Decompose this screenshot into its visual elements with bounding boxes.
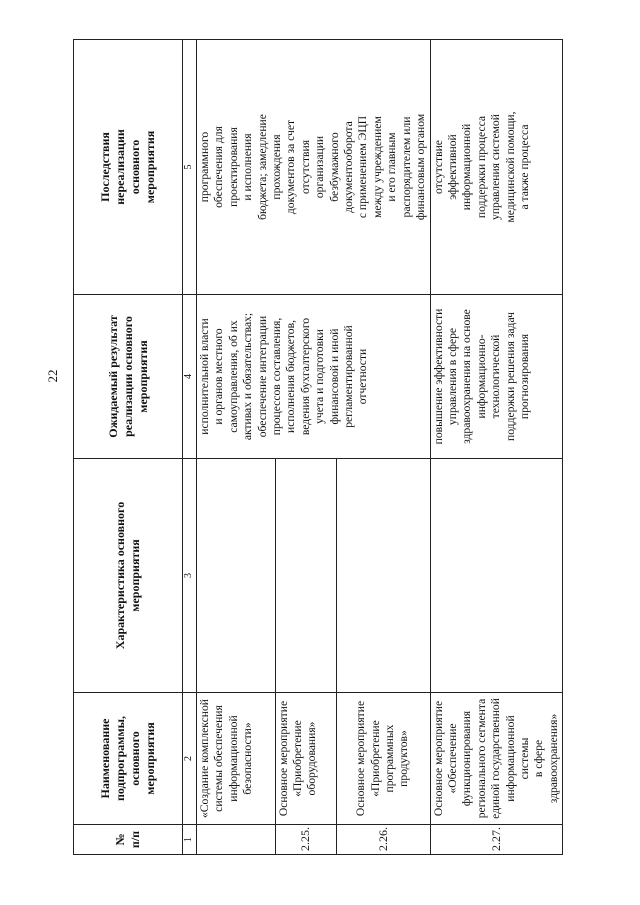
expected-result: повышение эффективности управления в сфере здравоохранения на основе информационно- технологической поддержки решения задач прогнозирования [430, 295, 563, 459]
measure-name: Основное мероприятие «Приобретение программных продуктов» [336, 693, 430, 825]
row-number: 2.25. [275, 825, 336, 855]
measure-name: «Создание комплексной системы обеспечения информационной безопасности» [197, 693, 276, 825]
page-number: 22 [45, 369, 60, 383]
header-expected-result: Ожидаемый результат реализации основного мероприятия [74, 295, 183, 459]
row-number: 2.27. [430, 825, 563, 855]
measure-name: Основное мероприятие «Обеспечение функционирования регионального сегмента единой государственной информационной системы в сфере здравоохранения» [430, 693, 563, 825]
row-number: 2.26. [336, 825, 430, 855]
measure-name: Основное мероприятие «Приобретение оборудования» [275, 693, 336, 825]
consequence: программного обеспечения для проектирования и исполнения бюджета; замедление прохождения документов за счет отсутствия организации безбумажного документооборота с применением ЭЦП между учреждением и его главным распорядителем или финансовым органом [197, 40, 431, 295]
consequence: отсутствие эффективной информационной поддержки процесса управления системой медицинской помощи, а также процесса [430, 40, 563, 295]
row-number [197, 825, 276, 855]
header-characteristic: Характеристика основного мероприятия [74, 459, 183, 693]
header-number: № п/п [74, 825, 183, 855]
table-header-row [74, 40, 183, 855]
column-number: 1 [183, 825, 197, 855]
measure-characteristic [336, 459, 430, 693]
expected-result: исполнительной власти и органов местного самоуправления, об их активах и обязательствах; обеспечение интеграции процессов составления, исполнения бюджетов, ведения бухгалтерского учета и подготовки финансовой и иной регламентированной отчетности [197, 295, 431, 459]
measure-characteristic [275, 459, 336, 693]
measures-table [73, 39, 563, 855]
column-number: 2 [183, 693, 197, 825]
table-row [197, 40, 276, 855]
rotated-table-container [73, 40, 615, 855]
column-number: 5 [183, 40, 197, 295]
column-number-row [183, 40, 197, 855]
column-number: 3 [183, 459, 197, 693]
measure-characteristic [430, 459, 563, 693]
column-number: 4 [183, 295, 197, 459]
table-row [430, 40, 563, 855]
measure-characteristic [197, 459, 276, 693]
header-consequences: Последствия нереализации основного мероприятия [74, 40, 183, 295]
header-name: Наименование подпрограммы, основного мероприятия [74, 693, 183, 825]
